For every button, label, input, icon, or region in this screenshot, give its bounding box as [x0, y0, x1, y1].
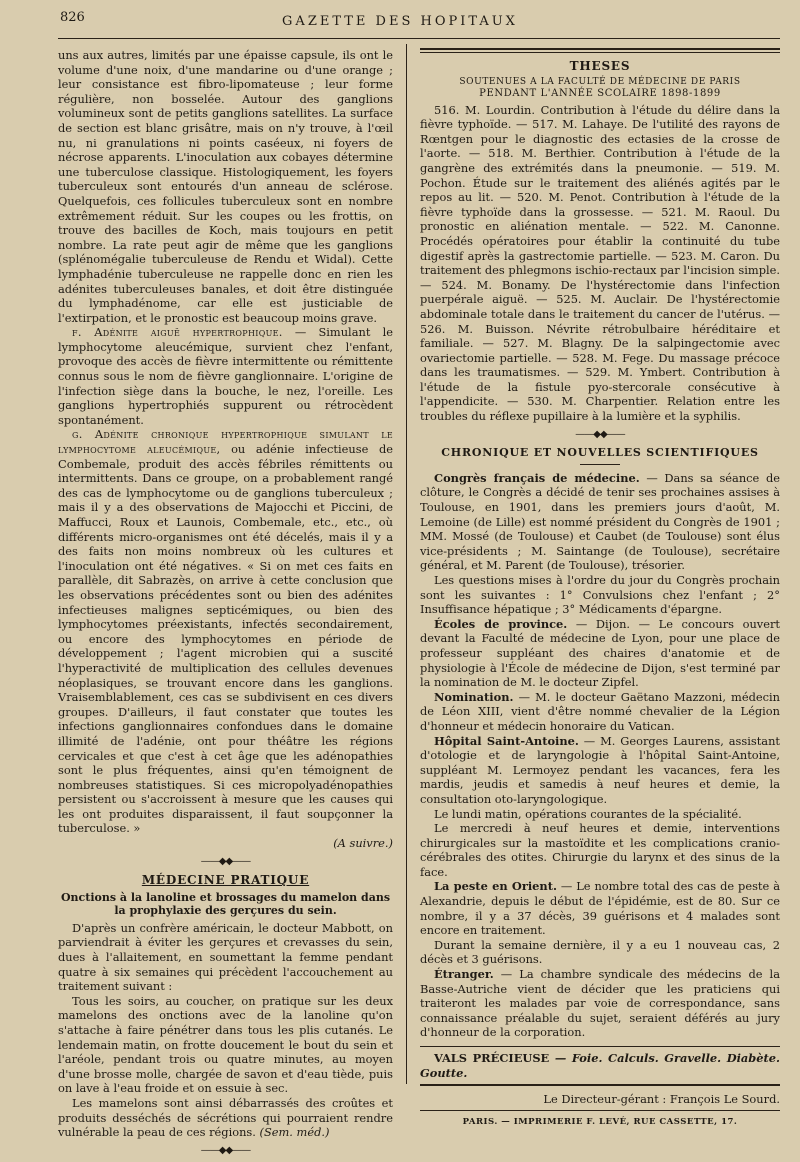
- section-title: MÉDECINE PRATIQUE: [141, 873, 310, 888]
- top-double-rule: [420, 48, 780, 50]
- paragraph-text: — Simulant le lymphocytome aleucémique, survient chez l'enfant, provoque des accès de fièvre intermittente ou rémittente connus sous le nom de fièvre ganglionnaire. L'origine de l'infection siège dans la bouche, le nez, l'oreille. Les ganglions hypertrophiés suppurent ou rétrocèdent spontanément.: [58, 325, 393, 427]
- news-text: — La chambre syndicale des médecins de la Basse-Autriche vient de décider que les praticiens qui traiteront les malades par voie de correspondance, sans connaissance préalable du sujet, seraient déférés au jury d'honneur de la corporation.: [420, 967, 780, 1040]
- news-text: — Dijon. — Le concours ouvert devant la Faculté de médecine de Lyon, pour une place de professeur suppléant des chaires d'anatomie et de physiologie à l'École de médecine de Dijon, s'est terminé par la nomination de M. le docteur Zipfel.: [420, 616, 780, 690]
- news-heading: La peste en Orient.: [434, 879, 557, 894]
- column-divider: [406, 44, 407, 1084]
- news-item: Durant la semaine dernière, il y a eu 1 nouveau cas, 2 décès et 3 guérisons.: [420, 937, 780, 967]
- news-heading: Congrès français de médecine.: [434, 470, 640, 485]
- theses-subtitle: SOUTENUES A LA FACULTÉ DE MÉDECINE DE PARIS: [459, 76, 741, 87]
- left-column: [58, 48, 393, 1162]
- article-title: Onctions à la lanoline et brossages du mamelon dans la prophylaxie des gerçures du sein.: [60, 890, 391, 917]
- advertisement: [420, 1051, 780, 1080]
- ornament-divider: ——◆◆——: [575, 428, 625, 440]
- news-heading: Nomination.: [434, 689, 514, 704]
- news-item: [420, 967, 780, 1040]
- subsection-label: f. Adénite aiguë hypertrophique.: [72, 325, 283, 340]
- ad-text: — Foie. Calculs. Gravelle. Diabète. Goutte.: [420, 1051, 780, 1080]
- imprint-rule: [420, 1110, 780, 1111]
- a-suivre: (A suivre.): [333, 836, 393, 851]
- ad-heading: VALS PRÉCIEUSE: [434, 1051, 550, 1065]
- right-column: [420, 48, 780, 1129]
- page-number: 826: [60, 10, 85, 25]
- news-heading: Étranger.: [434, 967, 494, 982]
- news-text: — Dans sa séance de clôture, le Congrès a décidé de tenir ses prochaines assises à Toulouse, en 1901, dans les premiers jours d'août, M. Lemoine (de Lille) est nommé président du Congrès de 1901 ; MM. Mossé (de Toulouse) et Caubet (de Toulouse) sont élus vice-présidents ; M. Saintange (de Toulouse), secrétaire général, et M. Parent (de Toulouse), trésorier.: [420, 470, 780, 573]
- theses-subtitle: PENDANT L'ANNÉE SCOLAIRE 1898-1899: [479, 87, 721, 99]
- ornament-divider: ——◆◆——: [200, 1144, 251, 1156]
- theses-list: 516. M. Lourdin. Contribution à l'étude du délire dans la fièvre typhoïde. — 517. M. Lahaye. De l'utilité des rayons de Rœntgen pour le diagnostic des ectasies de la crosse de l'aorte. — 518. M. Berthier. Contribution à l'étude de la gangrène des extrémités dans la pneumonie. — 519. M. Pochon. Étude sur le traitement des aliénés agités par le repos au lit. — 520. M. Penot. Contribution à l'étude de la fièvre typhoïde dans la grossesse. — 521. M. Raoul. Du pronostic en aliénation mentale. — 522. M. Canonne. Procédés opératoires pour établir la continuité du tube digestif après la gastrectomie partielle. — 523. M. Caron. Du traitement des phlegmons ischio-rectaux par l'incision simple. — 524. M. Bonamy. De l'hystérectomie dans l'infection puerpérale aiguë. — 525. M. Auclair. De l'hystérectomie abdominale totale dans le traitement du cancer de l'utérus. — 526. M. Buisson. Névrite rétrobulbaire héréditaire et familiale. — 527. M. Blagny. De la salpingectomie avec ovariectomie partielle. — 528. M. Fege. Du massage précoce dans les traumatismes. — 529. M. Ymbert. Contribution à l'étude de la fistule pyo-stercorale consécutive à l'appendicite. — 530. M. Charpentier. Relation entre les troubles du réflexe pupillaire à la lumière et la syphilis.: [420, 102, 780, 424]
- news-item: [420, 617, 780, 690]
- director-signature: Le Directeur-gérant : François Le Sourd.: [543, 1092, 780, 1107]
- news-item: [420, 879, 780, 937]
- printer-imprint: PARIS. — IMPRIMERIE F. LEVÉ, RUE CASSETTE, 17.: [462, 1116, 738, 1127]
- news-text: — M. le docteur Gaëtano Mazzoni, médecin de Léon XIII, vient d'être nommé chevalier de la Légion d'honneur et médecin honoraire du Vatican.: [420, 689, 780, 733]
- paragraph: [58, 1096, 393, 1140]
- paragraph: [58, 325, 393, 427]
- news-item: Les questions mises à l'ordre du jour du Congrès prochain sont les suivantes : 1° Convulsions chez l'enfant ; 2° Insuffisance hépatique ; 3° Médicaments d'épargne.: [420, 573, 780, 617]
- subsection-label: g. Adénite chronique hypertrophique simulant le lymphocytome aleucémique,: [58, 427, 393, 457]
- ornament-divider: ——◆◆——: [200, 855, 251, 867]
- theses-title: THESES: [569, 59, 631, 73]
- short-rule: [580, 464, 620, 465]
- paragraph-text: Les mamelons sont ainsi débarrassés des croûtes et produits desséchés de sécrétions qui pourraient rendre vulnérable la peau de ces régions.: [58, 1095, 393, 1140]
- chronique-title: CHRONIQUE ET NOUVELLES SCIENTIFIQUES: [441, 446, 759, 460]
- news-text: — Le nombre total des cas de peste à Alexandrie, depuis le début de l'épidémie, est de 80. Sur ce nombre, il y a 37 décès, 39 guérisons et 4 malades sont encore en traitement.: [420, 879, 780, 938]
- news-text: — M. Georges Laurens, assistant d'otologie et de laryngologie à l'hôpital Saint-Antoine, suppléant M. Lermoyez pendant les vacances, fera les mardis, jeudis et samedis à neuf heures et demie, la consultation oto-laryngologique.: [420, 733, 780, 806]
- paragraph-text: ou adénie infectieuse de Combemale, produit des accès fébriles rémittents ou intermittents. Dans ce groupe, on a probablement rangé des cas de lymphocytome ou de ganglions tuberculeux ; mais il y a des observations de Majocchi et Piccini, de Maffucci, Roux et Launois, Combemale, etc., etc., où différents micro-organismes ont été décelés, mais il y a des faits non moins nombreux où les cultures et l'inoculation ont été négatives. « Si on met ces faits en parallèle, dit Sabrazès, on arrive à cette conclusion que les observations précédentes sont ou bien des adénites infectieuses malignes septicémiques, ou bien des lymphocytomes préexistants, infectés secondairement, ou encore des lymphocytomes en période de développement ; l'agent microbien qui a suscité l'hyperactivité de multiplication des cellules devenues néoplasiques, se trouvant encore dans les ganglions. Vraisemblablement, ces cas se subdivisent en ces divers groupes. D'ailleurs, il faut constater que toutes les infections ganglionnaires confondues dans le domaine illimité de l'adénie, ont pour théâtre les régions cervicales et que c'est à cet âge que les adénopathies sont le plus fréquentes, ainsi qu'en témoignent de nombreuses statistiques. Si ces micropolyadénopathies persistent ou s'accroissent à mesure que les causes qui les ont produites disparaissent, il faut soupçonner la tuberculose. »: [58, 442, 393, 836]
- paragraph: D'après un confrère américain, le docteur Mabbott, on parviendrait à éviter les gerçures et crevasses du sein, dues à l'allaitement, en soumettant la femme pendant quatre à six semaines qui précèdent l'accouchement au traitement suivant :: [58, 920, 393, 994]
- news-item: [420, 690, 780, 734]
- source-citation: (Sem. méd.): [259, 1125, 330, 1140]
- top-double-rule-thin: [420, 52, 780, 53]
- news-heading: Écoles de province.: [434, 616, 568, 631]
- news-item: [420, 734, 780, 807]
- signature-rule: [420, 1084, 780, 1086]
- paragraph: [58, 427, 393, 836]
- paragraph: uns aux autres, limités par une épaisse capsule, ils ont le volume d'une noix, d'une mandarine ou d'une orange ; leur consistance est fibro-lipomateuse ; leur forme régulière, non bosselée. Autour des ganglions volumineux sont de petits ganglions satellites. La surface de section est blanc grisâtre, mais on n'y trouve, à l'œil nu, ni granulations ni points caséeux, ni foyers de nécrose apparents. L'inoculation aux cobayes détermine une tuberculose classique. Histologiquement, les foyers tuberculeux sont entourés d'un anneau de sclérose. Quelquefois, ces follicules tuberculeux sont en nombre extrêmement réduit. Sur les coupes ou les frottis, on trouve des bacilles de Koch, mais toujours en petit nombre. La rate peut agir de même que les ganglions (splénomégalie tuberculeuse de Rendu et Widal). Cette lymphadénie tuberculeuse ne rappelle donc en rien les adénites tuberculeuses banales, et doit être distinguée du lymphadénome, car elle est justiciable de l'extirpation, et le pronostic est beaucoup moins grave.: [58, 48, 393, 325]
- news-heading: Hôpital Saint-Antoine.: [434, 733, 579, 748]
- news-item: [420, 471, 780, 573]
- ad-rule: [420, 1046, 780, 1047]
- paragraph: Tous les soirs, au coucher, on pratique sur les deux mamelons des onctions avec de la lanoline qu'on s'attache à faire pénétrer dans tous les plis cutanés. Le lendemain matin, on frotte doucement le bout du sein et l'aréole, pendant trois ou quatre minutes, au moyen d'une brosse molle, chargée de savon et d'eau tiède, puis on lave à l'eau froide et on essuie à sec.: [58, 993, 393, 1096]
- header-rule: [58, 38, 780, 39]
- news-item: Le lundi matin, opérations courantes de la spécialité.: [434, 806, 742, 821]
- continuation-note: [58, 836, 393, 851]
- running-title: GAZETTE DES HOPITAUX: [282, 14, 518, 29]
- news-item: Le mercredi à neuf heures et demie, interventions chirurgicales sur la mastoïdite et les complications cranio-cérébrales des otites. Chirurgie du larynx et des sinus de la face.: [420, 821, 780, 879]
